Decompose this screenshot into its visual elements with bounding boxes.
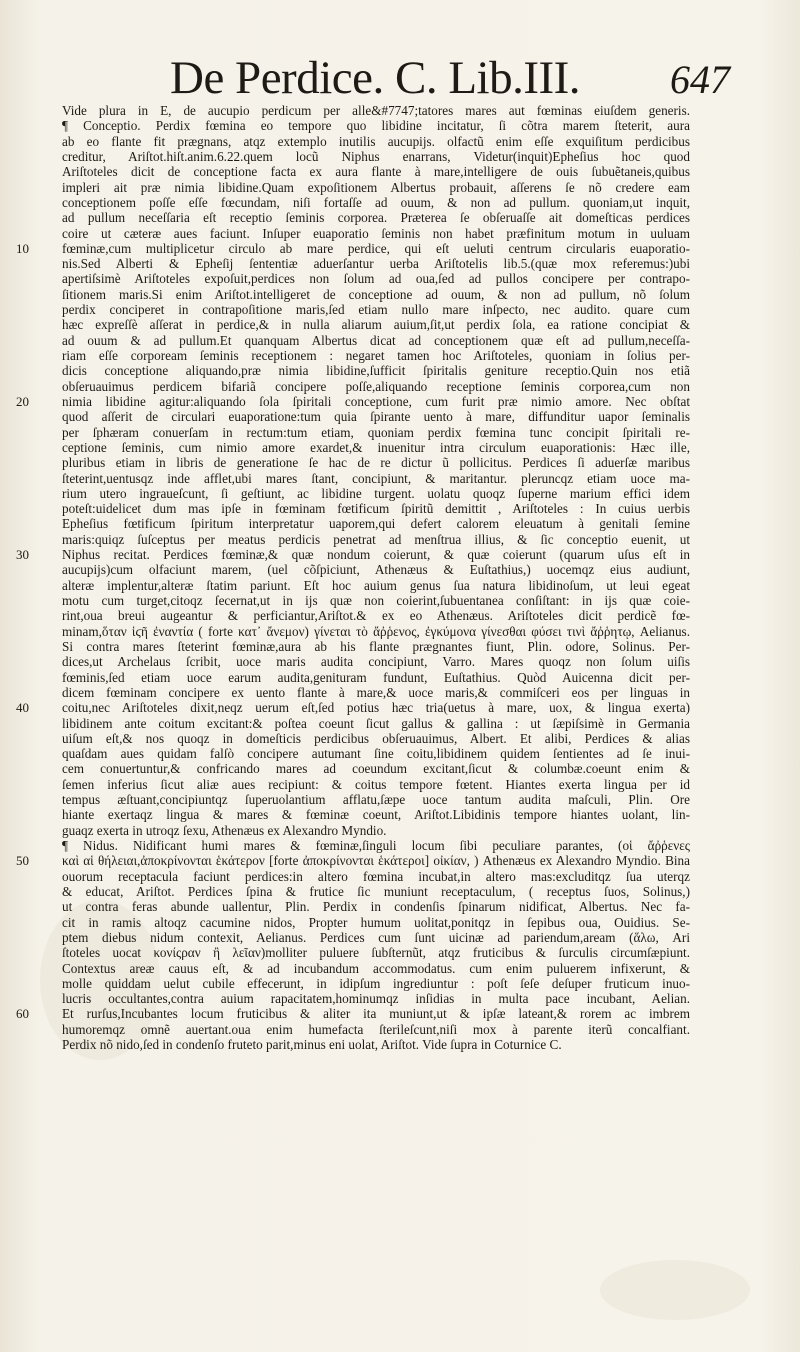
text-line — [62, 823, 690, 838]
text-line — [62, 945, 690, 960]
page-header — [170, 48, 730, 108]
text-line — [62, 348, 690, 363]
text-line — [62, 164, 690, 179]
text-line — [62, 471, 690, 486]
text-line-content: καὶ αἱ θήλειαι,ἀποκρίνονται ἑκάτερον [forte ἀποκρίνονται ἑκάτεροι] οἰκίαν, ) Athenæus ex Alexandro Myndio. Bina — [62, 853, 690, 869]
text-line — [62, 440, 690, 455]
text-line-content: ſemen inferius ſicut aliæ aues recipiunt: & coitus tempore fœtent. Hiantes exerta lingua per id — [62, 776, 690, 792]
text-line-content: poteſt:uidelicet dum mas ipſe in fœminam fœtificum ſpiritũ demittit , Ariſtoteles : In cuius uerbis — [62, 501, 690, 517]
text-line-content: dices,ut Archelaus ſcribit, uoce maris audita concipiunt, Varro. Mares quoqz non ſolum uiſis — [62, 654, 690, 670]
text-line — [62, 777, 690, 792]
text-line — [62, 180, 690, 195]
page-number: 647 — [670, 57, 730, 102]
margin-line-number: 40 — [16, 700, 29, 716]
text-line — [16, 393, 690, 409]
text-line — [62, 792, 690, 807]
text-line-content: ¶ Conceptio. Perdix fœmina eo tempore quo libidine incitatur, ſi cõtra marem ſteterit, aura — [62, 118, 690, 134]
text-line — [62, 991, 690, 1006]
text-line-content: guaqz exerta in utroqz ſexu, Athenæus ex Alexandro Myndio. — [62, 822, 387, 838]
margin-line-number: 60 — [16, 1006, 29, 1022]
text-line-content: pluribus etiam in libris de generatione ſe hac de re dictur ũ pollicitus. Perdices ſi aduerſæ maribus — [62, 455, 690, 471]
text-line-content: ad ouum & ad pullum.Et quanquam Albertus dicat ad conceptionem quæ eſt ad pullum,neceſſa- — [62, 332, 690, 348]
text-line — [62, 915, 690, 930]
text-line-content: & educat, Ariſtot. Perdices ſpina & frutice ſic muniunt receptaculum, ( receptus ſuos, Solinus,) — [62, 883, 690, 899]
text-line-content: riam eſſe corpoream ſeminis receptionem : negaret tamen hoc Ariſtoteles, quoniam in ſolius per- — [62, 348, 690, 363]
text-line — [62, 731, 690, 746]
text-line — [62, 363, 690, 378]
text-line — [16, 547, 690, 563]
text-line — [62, 409, 690, 424]
text-line-content: dicis conceptione aliquando,præ nimia libidine,ſufficit ſpiritalis geniture receptio.Quin nos etiã — [62, 363, 690, 379]
text-line — [62, 670, 690, 685]
text-line — [62, 593, 690, 608]
text-line-content: ut contra feras abunde uallentur, Plin. Perdix in condenſis ſpinarum nidificat, Albertus. Nec fa- — [62, 899, 690, 915]
margin-line-number: 50 — [16, 853, 29, 869]
text-line-content: Contextus areæ cauus eſt, & ad incubandum accommodatus. cum enim puluerem infixerunt, & — [62, 960, 690, 976]
text-line-content: Epheſius fœtificum ſpiritum interpretatur uaporem,qui defert calorem eleuatum à genitali ſemine — [62, 516, 690, 532]
text-line-content: libidinem ante coitum excitant:& poſtea coeunt ſicut gallus & gallina : ut ſæpiſsimè in Germania — [62, 715, 690, 731]
text-line-content: Perdix nõ nido,ſed in condenſo fruteto parit,minus eni uolat, Ariſtot. Vide ſupra in Coturnice C. — [62, 1037, 562, 1053]
text-line — [62, 134, 690, 149]
text-line — [62, 195, 690, 210]
text-line — [62, 425, 690, 440]
text-line-content: motu cum turget,citoqz ſecernat,ut in ijs quæ non coierint,ſubuentanea conſiſtant: in ijs quæ coie- — [62, 593, 690, 608]
text-line-content: nimia libidine agitur:aliquando ſola ſpiritali conceptione, cum furit præ nimio amore. Nec obſtat — [62, 393, 690, 409]
text-line — [62, 501, 690, 516]
text-line-content: Niphus recitat. Perdices fœminæ,& quæ nondum coierunt, & quæ coierunt (quarum uſus eſt in — [62, 547, 690, 563]
text-line — [62, 761, 690, 776]
text-line-content: quaſdam aues quidam falſò concipere autumant ſine coitu,libidinem quidem ſentientes ad ſe inui- — [62, 746, 690, 762]
text-line — [62, 639, 690, 654]
text-line-content: perdix conciperet in contrapoſitione maris,ſed etiam nullo mare inſpecto, nec audito. quare cum — [62, 302, 690, 318]
text-line-content: conceptionem poſſe eſſe fœcundam, niſi fortaſſe ad ouum, & non ad pullum. quoniam,ut inquit, — [62, 194, 690, 210]
text-line — [62, 118, 690, 133]
text-line — [62, 333, 690, 348]
text-line-content: alteræ implentur,alteræ ſtatim pariunt. Eſt hoc auium genus ſua natura libidinoſum, ut leui egeat — [62, 577, 690, 593]
text-line — [62, 210, 690, 225]
text-line — [62, 1022, 690, 1037]
text-line — [62, 838, 690, 853]
text-line-content: ſteterint,uentusqz inde afflet,ubi mares ſtant, concipiunt, & maritantur. pleruncqz etiam uoce ma- — [62, 470, 690, 486]
text-line — [62, 256, 690, 271]
text-line-content: coitu,nec Ariſtoteles dixit,neqz uerum eſt,ſed potius hæc tria(uetus à mare, uox, & lingua exerta) — [62, 700, 690, 716]
text-line-content: Et rurſus,Incubantes locum fruticibus & aliter ita muniunt,ut & ipſæ lateant,& rorem ac imbrem — [62, 1006, 690, 1022]
text-line-content: humoremqz omnẽ auertant.oua enim humefacta ſterileſcunt,niſi mox à parente iterũ concalfiant. — [62, 1021, 690, 1037]
text-line-content: rint,oua breui augeantur & perficiantur,Ariſtot.& ex eo Athenæus. Ariſtoteles dicit perdicẽ fœ- — [62, 608, 690, 624]
text-line — [62, 578, 690, 593]
text-line — [16, 853, 690, 869]
text-line-content: maris:quiqz ſuſceptus per meatus perdicis penetrat ad menſtrua illius, & ſic conceptio euenit, ut — [62, 531, 690, 547]
text-line — [62, 103, 690, 118]
text-line-content: hæc expreſſè aſſerat in perdice,& in nulla aliarum auium,ſit,ut perdix ſola, ea ratione concipiat & — [62, 317, 690, 333]
text-line-content: ad pullum neceſſaria eſt receptio ſeminis corporea. Præterea ſe obſeruaſſe ait domeſticas perdices — [62, 210, 690, 226]
text-line-content: lucris occultantes,contra auium rapacitatem,hominumqz inſidias in multa pace incubant, Aelian. — [62, 991, 690, 1007]
text-line-content: apertiſsimè Ariſtoteles expoſuit,perdices non ſolum ad oua,ſed ad pullos concipere per contrapo- — [62, 271, 690, 287]
text-line — [62, 1037, 690, 1052]
text-line — [16, 240, 690, 256]
text-line — [62, 746, 690, 761]
text-line-content: ¶ Nidus. Nidificant humi mares & fœminæ,ſinguli locum ſibi peculiare parantes, (οἱ ἄῤῥενες — [62, 838, 690, 853]
text-line-content: ceptione ſeminis, cum nimio amore exardet,& inuenitur intra circulum euaporationis: Hæc ille, — [62, 439, 690, 455]
text-line — [62, 287, 690, 302]
text-line — [62, 149, 690, 164]
text-line — [62, 302, 690, 317]
paper-stain — [600, 1260, 750, 1320]
text-line — [62, 608, 690, 623]
text-line-content: cem conuertuntur,& confricando mares ad coeundum excitant,ſicut & columbæ.coeunt enim & — [62, 761, 690, 777]
text-line-content: rium utero ingraueſcunt, ſi geſtiunt, ac libidine turgent. uolatu quoqz ſuperne marium effici idem — [62, 485, 690, 501]
text-line — [62, 884, 690, 899]
text-line — [62, 455, 690, 470]
text-line — [62, 869, 690, 884]
text-line-content: dicem fœminam concipere ex uento flante à mare,& uoce maris,& commiſceri eos per linguas in — [62, 684, 690, 700]
text-line-content: ſtoteles uocat κονίςραν ἢ λεῖαν)molliter puluere ſubſternũt, atqz fruticibus & ſurculis circumſæpiunt. — [62, 945, 690, 961]
text-line-content: tempus æſtuant,concipiuntqz ſuperuolantium afflatu,ſæpe uoce tantum audita maſculi, Plin. Ore — [62, 792, 690, 808]
text-line — [62, 624, 690, 639]
text-line — [62, 516, 690, 531]
text-line-content: fœminis,ſed etiam uoce earum audita,genituram fundunt, Euſtathius. Quòd Auicenna dicit per- — [62, 669, 690, 685]
text-line — [62, 961, 690, 976]
text-line — [62, 899, 690, 914]
text-line — [62, 532, 690, 547]
text-line-content: Vide plura in E, de aucupio perdicum per alle&#7747;tatores mares aut fœminas eiuſdem generis. — [62, 103, 690, 118]
text-line — [62, 930, 690, 945]
body-text — [16, 103, 690, 1243]
running-title: De Perdice. C. Lib.III. — [170, 52, 581, 104]
text-line-content: ſitionem maris.Si enim Ariſtot.intelligeret de conceptione ad ouum, & non ad pullum, nõ ſolum — [62, 286, 690, 302]
text-line-content: Si contra mares ſteterint fœminæ,aura ab his flante prægnantes fiunt, Plin. odore, Solinus. Per- — [62, 638, 690, 654]
text-line — [62, 685, 690, 700]
text-line — [62, 654, 690, 669]
text-line-content: ab eo flante fit prægnans, atqz extemplo inutilis aucupijs. olfactũ enim eſſe exquiſitum perdicibus — [62, 133, 690, 149]
text-line — [16, 700, 690, 716]
text-line-content: ptem diebus nidum contexit, Aelianus. Perdices cum ſunt uicinæ ad pariendum,aream (ἅλω, Ari — [62, 929, 690, 945]
text-line-content: per ſphæram conuerſam in rectum:tum etiam, quoniam perdix fœmina tunc concipit ſpiritali re- — [62, 424, 690, 440]
text-line-content: minam,ὅταν ἱϛῆ ἐναντία ( forte κατ᾽ ἄνεμον) γίνεται τὸ ἄῤῥενος, ἐγκύμονα γίνεσθαι φύσει τινὶ ἄῤῥητῳ, Aelianus. — [62, 623, 690, 639]
text-line — [62, 486, 690, 501]
margin-line-number: 20 — [16, 393, 29, 409]
text-line-content: quod aſſerit de circulari euaporatione:tum quia ſpirante uento à mare, diffunditur uapor ſeminalis — [62, 409, 690, 425]
text-line — [62, 562, 690, 577]
text-line-content: uiſum eſt,& nos quoqz in domeſticis perdicibus obſeruauimus, Albert. Et alibi, Perdices & alias — [62, 730, 690, 746]
text-line — [16, 1006, 690, 1022]
text-line-content: impleri ait præ nimia libidine.Quam expoſitionem Albertus probauit, aſſerens ſe nõ credere eam — [62, 179, 690, 195]
text-line — [62, 317, 690, 332]
text-line — [62, 716, 690, 731]
text-line — [62, 226, 690, 241]
text-line-content: cit in ramis altoqz cacumine nidos, Propter humum uolitat,ponitqz in ſepibus oua, Ouidius. Se- — [62, 914, 690, 930]
margin-line-number: 30 — [16, 547, 29, 563]
text-line-content: obſeruauimus perdicem bifariã concipere poſſe,aliquando receptione ſeminis corporea,cum non — [62, 378, 690, 394]
text-line-content: fœminæ,cum multiplicetur circulo ab mare perdice, qui eſt ueluti centrum circularis euaporatio- — [62, 240, 690, 256]
text-line — [62, 976, 690, 991]
text-line — [62, 271, 690, 286]
text-line-content: creditur, Ariſtot.hiſt.anim.6.22.quem locũ Niphus enarrans, Videtur(inquit)Epheſius hoc quod — [62, 148, 690, 164]
text-line-content: molle quiddam uelut cubile effecerunt, in idipſum ingrediuntur : poſt ſeſe deſuper fruticum inuo- — [62, 975, 690, 991]
text-line-content: nis.Sed Alberti & Epheſij ſententiæ aduerſantur uerba Ariſtotelis lib.5.(quæ mox referemus:)ubi — [62, 256, 690, 272]
text-line — [62, 807, 690, 822]
text-line-content: coire ut cæteræ aues faciunt. Inſuper euaporatio ſeminis non habet præfinitum motum in uuluam — [62, 225, 690, 241]
margin-line-number: 10 — [16, 240, 29, 256]
text-line-content: ouorum receptacula faciunt perdices:in altero fœmina incubat,in altero mas:excluditqz ſua uterqz — [62, 868, 690, 884]
text-line-content: Ariſtoteles dicit de conceptione facta ex aura flante à mare,intelligere de ouis ſubuẽtaneis,quibus — [62, 164, 690, 180]
text-line-content: aucupijs)cum olfaciunt marem, (uel cõſpiciunt, Athenæus & Euſtathius,) uocemqz eius audiunt, — [62, 562, 690, 578]
text-line-content: hiante exertaqz lingua & mares & fœminæ coeunt, Ariſtot.Libidinis tempore hiantes uolant, lin- — [62, 807, 690, 823]
text-line — [62, 379, 690, 394]
